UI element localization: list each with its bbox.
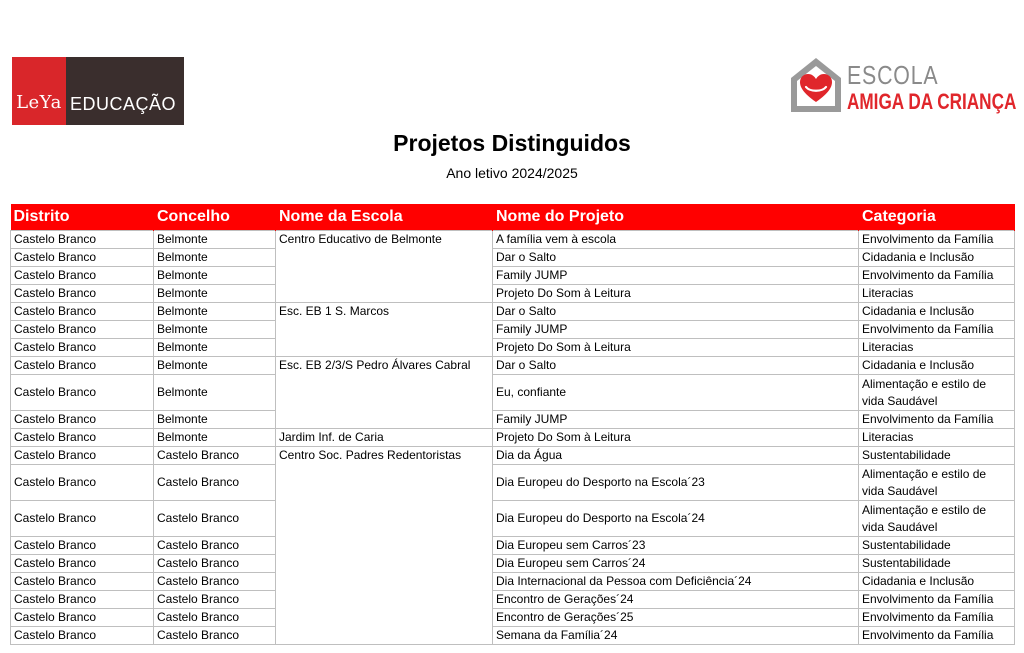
column-header-categoria: Categoria [859, 204, 1015, 231]
cell-categoria: Envolvimento da Família [859, 231, 1015, 249]
cell-concelho: Belmonte [154, 285, 276, 303]
cell-categoria: Alimentação e estilo de vida Saudável [859, 375, 1015, 411]
cell-categoria: Literacias [859, 285, 1015, 303]
cell-concelho: Castelo Branco [154, 465, 276, 501]
cell-projeto: Dia Europeu sem Carros´23 [493, 537, 859, 555]
cell-categoria: Alimentação e estilo de vida Saudável [859, 465, 1015, 501]
projects-table [10, 204, 1015, 645]
cell-concelho: Castelo Branco [154, 573, 276, 591]
cell-concelho: Belmonte [154, 249, 276, 267]
cell-distrito: Castelo Branco [11, 285, 154, 303]
cell-concelho: Belmonte [154, 357, 276, 375]
leya-logo-word: LeYa [16, 92, 62, 113]
cell-concelho: Castelo Branco [154, 609, 276, 627]
table-row [11, 411, 1015, 429]
cell-projeto: Semana da Família´24 [493, 627, 859, 645]
cell-categoria: Envolvimento da Família [859, 321, 1015, 339]
cell-distrito: Castelo Branco [11, 465, 154, 501]
cell-concelho: Belmonte [154, 375, 276, 411]
page-title: Projetos Distinguidos [393, 130, 631, 156]
escola-amiga-logo [789, 56, 1017, 118]
column-header-concelho: Concelho [154, 204, 276, 231]
cell-projeto: Encontro de Gerações´24 [493, 591, 859, 609]
column-header-projeto: Nome do Projeto [493, 204, 859, 231]
cell-concelho: Castelo Branco [154, 591, 276, 609]
table-row [11, 321, 1015, 339]
cell-categoria: Sustentabilidade [859, 447, 1015, 465]
cell-distrito: Castelo Branco [11, 591, 154, 609]
cell-distrito: Castelo Branco [11, 609, 154, 627]
cell-projeto: A família vem à escola [493, 231, 859, 249]
cell-projeto: Projeto Do Som à Leitura [493, 285, 859, 303]
house-heart-icon [789, 56, 843, 114]
table-row [11, 573, 1015, 591]
cell-projeto: Encontro de Gerações´25 [493, 609, 859, 627]
cell-escola: Centro Educativo de Belmonte [276, 231, 493, 303]
cell-distrito: Castelo Branco [11, 537, 154, 555]
cell-concelho: Belmonte [154, 339, 276, 357]
cell-projeto: Dia Europeu sem Carros´24 [493, 555, 859, 573]
table-row [11, 627, 1015, 645]
cell-categoria: Literacias [859, 339, 1015, 357]
leya-logo-mark [12, 57, 66, 125]
cell-distrito: Castelo Branco [11, 573, 154, 591]
cell-categoria: Envolvimento da Família [859, 627, 1015, 645]
cell-concelho: Castelo Branco [154, 555, 276, 573]
cell-concelho: Belmonte [154, 267, 276, 285]
cell-projeto: Projeto Do Som à Leitura [493, 429, 859, 447]
cell-projeto: Eu, confiante [493, 375, 859, 411]
cell-concelho: Belmonte [154, 429, 276, 447]
cell-categoria: Literacias [859, 429, 1015, 447]
leya-logo-educacao: EDUCAÇÃO [70, 94, 177, 114]
cell-escola: Centro Soc. Padres Redentoristas [276, 447, 493, 645]
cell-concelho: Castelo Branco [154, 447, 276, 465]
table-row [11, 231, 1015, 249]
cell-escola: Esc. EB 2/3/S Pedro Álvares Cabral [276, 357, 493, 429]
cell-distrito: Castelo Branco [11, 447, 154, 465]
page-subtitle: Ano letivo 2024/2025 [446, 165, 578, 181]
table-row [11, 447, 1015, 465]
cell-distrito: Castelo Branco [11, 267, 154, 285]
cell-categoria: Envolvimento da Família [859, 591, 1015, 609]
cell-distrito: Castelo Branco [11, 231, 154, 249]
cell-categoria: Sustentabilidade [859, 537, 1015, 555]
cell-distrito: Castelo Branco [11, 375, 154, 411]
cell-distrito: Castelo Branco [11, 627, 154, 645]
cell-distrito: Castelo Branco [11, 339, 154, 357]
cell-projeto: Family JUMP [493, 321, 859, 339]
cell-categoria: Cidadania e Inclusão [859, 303, 1015, 321]
cell-projeto: Dia da Água [493, 447, 859, 465]
cell-categoria: Cidadania e Inclusão [859, 357, 1015, 375]
projects-table-container [10, 204, 1014, 645]
table-row [11, 609, 1015, 627]
column-header-escola: Nome da Escola [276, 204, 493, 231]
cell-concelho: Castelo Branco [154, 627, 276, 645]
cell-projeto: Dar o Salto [493, 357, 859, 375]
cell-categoria: Envolvimento da Família [859, 609, 1015, 627]
cell-projeto: Dia Europeu do Desporto na Escola´24 [493, 501, 859, 537]
cell-distrito: Castelo Branco [11, 411, 154, 429]
table-row [11, 249, 1015, 267]
cell-distrito: Castelo Branco [11, 555, 154, 573]
cell-distrito: Castelo Branco [11, 501, 154, 537]
cell-concelho: Belmonte [154, 231, 276, 249]
cell-projeto: Family JUMP [493, 411, 859, 429]
cell-categoria: Envolvimento da Família [859, 411, 1015, 429]
cell-projeto: Dia Internacional da Pessoa com Deficiência´24 [493, 573, 859, 591]
table-row [11, 285, 1015, 303]
cell-categoria: Cidadania e Inclusão [859, 249, 1015, 267]
cell-concelho: Belmonte [154, 321, 276, 339]
cell-projeto: Dar o Salto [493, 249, 859, 267]
column-header-distrito: Distrito [11, 204, 154, 231]
cell-distrito: Castelo Branco [11, 249, 154, 267]
cell-distrito: Castelo Branco [11, 321, 154, 339]
cell-concelho: Castelo Branco [154, 537, 276, 555]
cell-concelho: Belmonte [154, 303, 276, 321]
table-row [11, 267, 1015, 285]
escola-logo-line1: ESCOLA [847, 60, 939, 90]
escola-logo-line2: AMIGA DA CRIANÇA [847, 89, 1017, 114]
table-row [11, 591, 1015, 609]
cell-projeto: Dia Europeu do Desporto na Escola´23 [493, 465, 859, 501]
table-row [11, 501, 1015, 537]
cell-escola: Jardim Inf. de Caria [276, 429, 493, 447]
cell-concelho: Castelo Branco [154, 501, 276, 537]
cell-distrito: Castelo Branco [11, 429, 154, 447]
cell-distrito: Castelo Branco [11, 357, 154, 375]
cell-categoria: Cidadania e Inclusão [859, 573, 1015, 591]
table-row [11, 339, 1015, 357]
table-row [11, 555, 1015, 573]
cell-projeto: Dar o Salto [493, 303, 859, 321]
table-row [11, 375, 1015, 411]
cell-categoria: Alimentação e estilo de vida Saudável [859, 501, 1015, 537]
leya-educacao-logo [12, 57, 184, 125]
cell-projeto: Projeto Do Som à Leitura [493, 339, 859, 357]
table-row [11, 357, 1015, 375]
table-row [11, 429, 1015, 447]
table-row [11, 537, 1015, 555]
cell-categoria: Sustentabilidade [859, 555, 1015, 573]
cell-escola: Esc. EB 1 S. Marcos [276, 303, 493, 357]
table-row [11, 465, 1015, 501]
cell-distrito: Castelo Branco [11, 303, 154, 321]
table-header-row [11, 204, 1015, 231]
cell-projeto: Family JUMP [493, 267, 859, 285]
cell-categoria: Envolvimento da Família [859, 267, 1015, 285]
table-row [11, 303, 1015, 321]
cell-concelho: Belmonte [154, 411, 276, 429]
